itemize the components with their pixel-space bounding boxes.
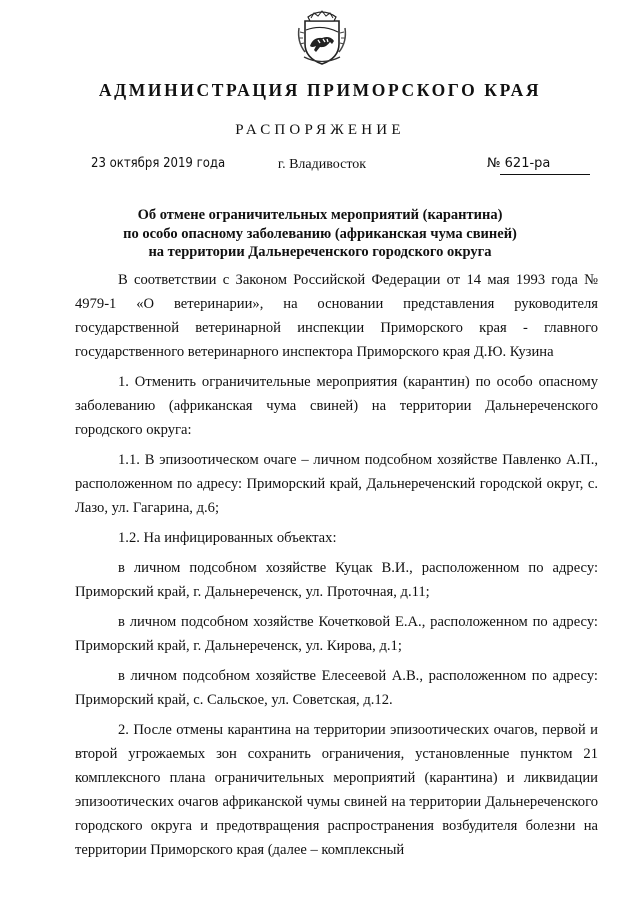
document-city: г. Владивосток xyxy=(277,157,367,172)
title-line-3: на территории Дальнереченского городского округа xyxy=(148,244,492,260)
item-2-paragraph: 2. После отмены карантина на территории эпизоотических очагов, первой и второй угрожаемых зон сохранить ограничения, установленные пунктом 21 комплексного плана ограничительных мероприятий (карантина) и ликвидации эпизоотических очагов африканской чумы свиней на территории Дальнереченского городского округа и предотвращения распространения возбудителя болезни на территории Приморского края (далее – комплексный xyxy=(75,722,598,858)
document-title xyxy=(60,206,580,262)
infected-object-1: в личном подсобном хозяйстве Куцак В.И., расположенном по адресу: Приморский край, г. Дальнереченск, ул. Проточная, д.11; xyxy=(75,560,598,600)
item-1-1-paragraph: 1.1. В эпизоотическом очаге – личном подсобном хозяйстве Павленко А.П., расположенном по адресу: Приморский край, Дальнереченский городской округ, с. Лазо, ул. Гагарина, д.6; xyxy=(75,452,598,516)
document-number: № 621-ра xyxy=(487,156,551,171)
document-date: 23 октября 2019 года xyxy=(91,156,226,171)
number-underline xyxy=(500,174,590,175)
title-line-1: Об отмене ограничительных мероприятий (карантина) xyxy=(137,207,503,223)
item-1-2-paragraph: 1.2. На инфицированных объектах: xyxy=(118,530,337,546)
document-type: РАСПОРЯЖЕНИЕ xyxy=(235,122,405,138)
preamble-paragraph: В соответствии с Законом Российской Федерации от 14 мая 1993 года № 4979-1 «О ветеринарии», на основании представления руководителя государственной ветеринарной инспекции Приморского края - главного государственного ветеринарного инспектора Приморского края Д.Ю. Кузина xyxy=(75,272,598,360)
infected-object-3: в личном подсобном хозяйстве Елесеевой А.В., расположенном по адресу: Приморский край, с. Сальское, ул. Советская, д.12. xyxy=(75,668,598,708)
document-body xyxy=(75,268,598,862)
infected-object-2: в личном подсобном хозяйстве Кочетковой Е.А., расположенном по адресу: Приморский край, г. Дальнереченск, ул. Кирова, д.1; xyxy=(75,614,598,654)
title-line-2: по особо опасному заболеванию (африканская чума свиней) xyxy=(123,225,517,242)
coat-of-arms-icon xyxy=(296,8,348,66)
item-1-paragraph: 1. Отменить ограничительные мероприятия (карантин) по особо опасному заболеванию (африканская чума свиней) на территории Дальнереченского городского округа: xyxy=(75,374,598,438)
organization-name: АДМИНИСТРАЦИЯ ПРИМОРСКОГО КРАЯ xyxy=(98,80,542,100)
